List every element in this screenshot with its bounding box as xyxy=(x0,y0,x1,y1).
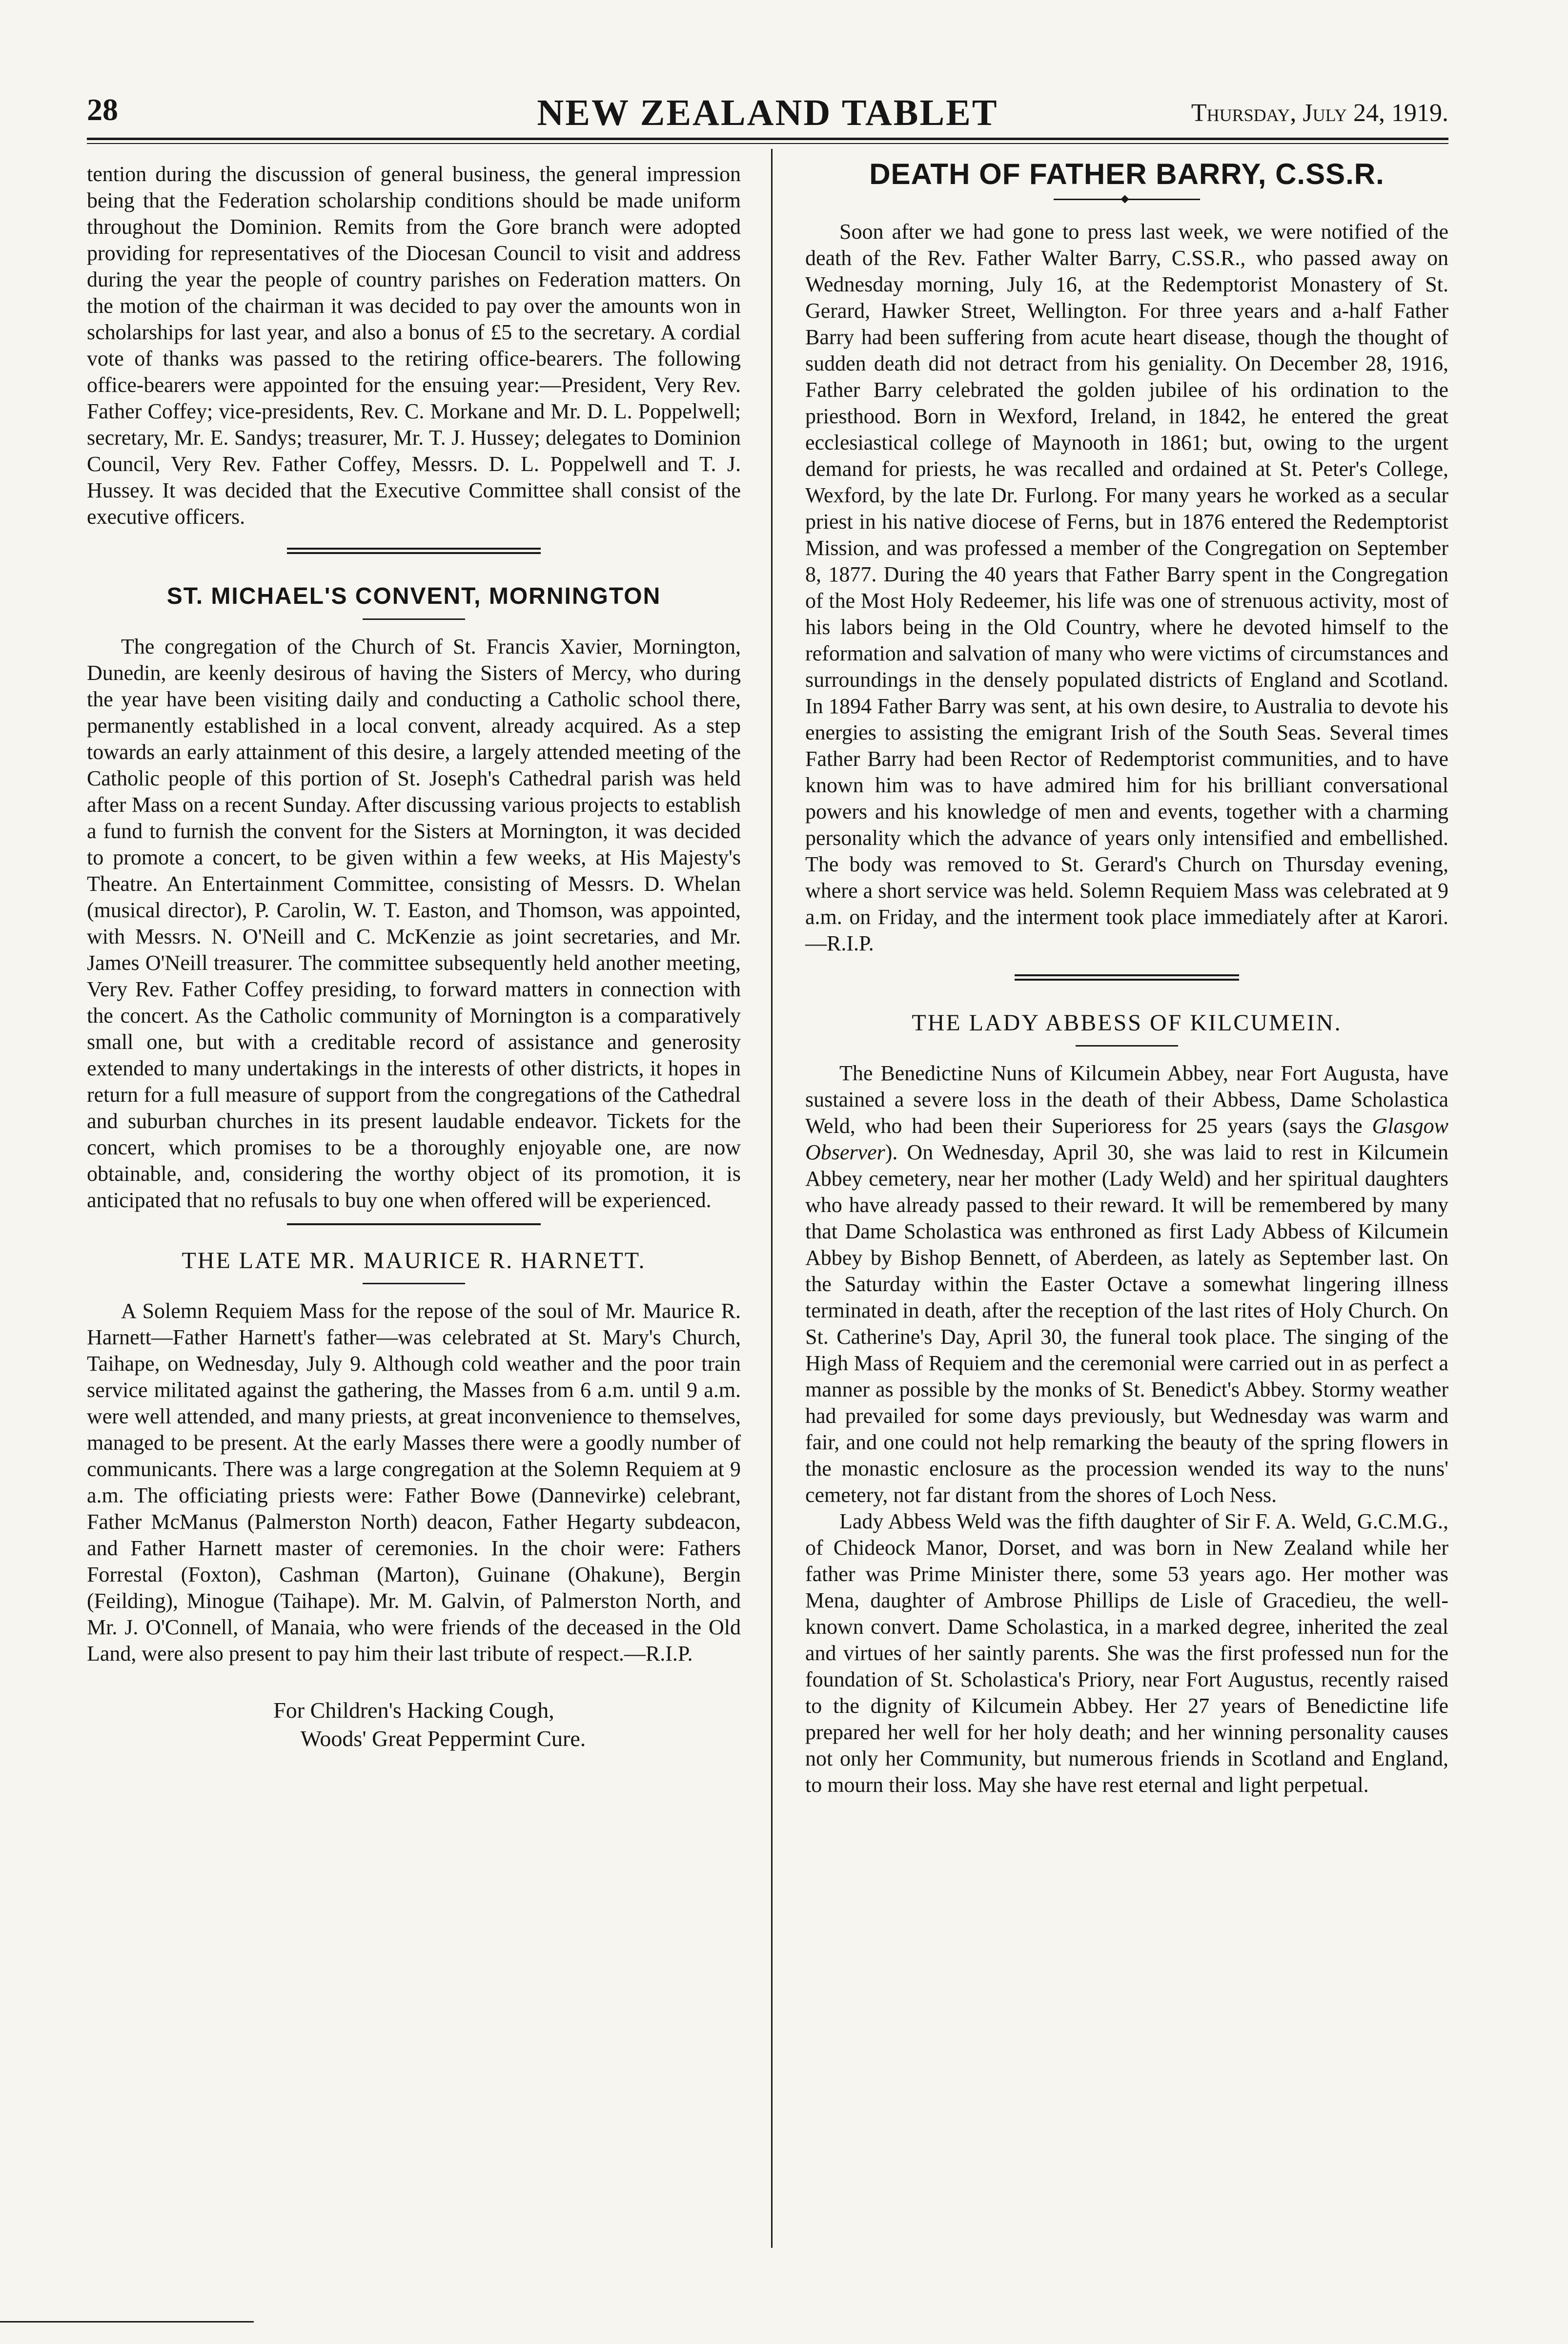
header-rule-bottom xyxy=(87,143,1448,144)
heading-ornament xyxy=(1054,196,1200,202)
harnett-article-text: A Solemn Requiem Mass for the repose of the soul of Mr. Maurice R. Harnett—Father Harnett's father—was celebrated at St. Mary's Church, Taihape, on Wednesday, July 9. Although cold weather and the poor train service militated against the gathering, the Masses from 6 a.m. until 9 a.m. were well attended, and many priests, at great inconvenience to themselves, managed to be present. At the early Masses there were a goodly number of communicants. There was a large congregation at the Solemn Requiem at 9 a.m. The officiating priests were: Father Bowe (Dannevirke) celebrant, Father McManus (Palmerston North) deacon, Father Hegarty subdeacon, and Father Harnett master of ceremonies. In the choir were: Fathers Forrestal (Foxton), Cashman (Marton), Guinane (Ohakune), Bergin (Feilding), Minogue (Taihape). Mr. M. Galvin, of Palmerston North, and Mr. J. O'Connell, of Manaia, who were friends of the deceased in the Old Land, were also present to pay him their last tribute of respect.—R.I.P. xyxy=(87,1299,741,1665)
harnett-heading: THE LATE MR. MAURICE R. HARNETT. xyxy=(182,1248,646,1274)
footer-rule xyxy=(0,2321,254,2323)
column-divider xyxy=(771,149,773,2248)
section-separator xyxy=(287,548,541,554)
page-header xyxy=(87,92,1448,136)
section-separator xyxy=(1015,974,1239,981)
newspaper-name: Glasgow Observer xyxy=(805,1114,1448,1164)
header-rule-top xyxy=(87,138,1448,140)
right-column xyxy=(805,158,1448,1798)
federation-report-text: tention during the discussion of general business, the general impression being that the Federation scholarship conditions should be made uniform throughout the Dominion. Remits from the Gore branch were adopted providing for representatives of the Diocesan Council to visit and address during the year the people of country parishes on Federation matters. On the motion of the chairman it was decided to pay over the amounts won in scholarships for last year, and also a bonus of £5 to the secretary. A cordial vote of thanks was passed to the retiring office-bearers. The following office-bearers were appointed for the ensuing year:—President, Very Rev. Father Coffey; vice-presidents, Rev. C. Morkane and Mr. D. L. Poppelwell; secretary, Mr. E. Sandys; treasurer, Mr. T. J. Hussey; delegates to Dominion Council, Very Rev. Father Coffey, Messrs. D. L. Poppelwell and T. J. Hussey. It was decided that the Executive Committee shall consist of the executive officers. xyxy=(87,162,741,529)
convent-heading: ST. MICHAEL'S CONVENT, MORNINGTON xyxy=(166,583,661,609)
convent-article-text: The congregation of the Church of St. Francis Xavier, Mornington, Dunedin, are keenly desirous of having the Sisters of Mercy, who during the year have been visiting daily and conducting a Catholic school there, permanently established in a local convent, already acquired. As a step towards an early attainment of this desire, a largely attended meeting of the Catholic people of this portion of St. Joseph's Cathedral parish was held after Mass on a recent Sunday. After discussing various projects to establish a fund to furnish the convent for the Sisters at Mornington, it was decided to promote a concert, to be given within a few weeks, at His Majesty's Theatre. An Entertainment Committee, consisting of Messrs. D. Whelan (musical director), P. Carolin, W. T. Easton, and Thomson, was appointed, with Messrs. N. O'Neill and C. McKenzie as joint secretaries, and Mr. James O'Neill treasurer. The committee subsequently held another meeting, Very Rev. Father Coffey presiding, to forward matters in connection with the concert. As the Catholic community of Mornington is a comparatively small one, but with a creditable record of assistance and generosity extended to many undertakings in the interests of other districts, it hopes in return for a full measure of support from the congregations of the Cathedral and suburban churches in its present laudable endeavor. Tickets for the concert, which promises to be a thoroughly enjoyable one, are now obtainable, and, considering the worthy object of its promotion, it is anticipated that no refusals to buy one when offered will be experienced. xyxy=(87,635,741,1212)
barry-heading: DEATH OF FATHER BARRY, C.SS.R. xyxy=(869,158,1385,190)
abbess-heading: THE LADY ABBESS OF KILCUMEIN. xyxy=(912,1010,1342,1036)
heading-underline xyxy=(363,618,465,620)
left-column xyxy=(87,161,741,1753)
abbess-paragraph-2: Lady Abbess Weld was the fifth daughter of Sir F. A. Weld, G.C.M.G., of Chideock Manor, Dorset, and was born in New Zealand while her father was Prime Minister there, some 53 years ago. Her mother was Mena, daughter of Ambrose Phillips de Lisle of Gracedieu, the well-known convert. Dame Scholastica, in a marked degree, inherited the zeal and virtues of her saintly parents. She was the first professed nun for the foundation of St. Scholastica's Priory, near Fort Augustus, recently raised to the dignity of Kilcumein Abbey. Her 27 years of Benedictine life prepared her well for her holy death; and her winning personality causes not only her Community, but numerous friends in Scotland and England, to mourn their loss. May she have rest eternal and light perpetual. xyxy=(805,1509,1448,1797)
heading-underline xyxy=(363,1283,465,1284)
advertisement-line-1: For Children's Hacking Cough, xyxy=(273,1698,554,1723)
section-separator xyxy=(287,1223,541,1225)
heading-underline xyxy=(1076,1045,1178,1047)
barry-article-text: Soon after we had gone to press last week, we were notified of the death of the Rev. Father Walter Barry, C.SS.R., who passed away on Wednesday morning, July 16, at the Redemptorist Monastery of St. Gerard, Hawker Street, Wellington. For three years and a-half Father Barry had been suffering from acute heart disease, though the thought of sudden death did not detract from his geniality. On December 28, 1916, Father Barry celebrated the golden jubilee of his ordination to the priesthood. Born in Wexford, Ireland, in 1842, he entered the great ecclesiastical college of Maynooth in 1861; but, owing to the urgent demand for priests, he was recalled and ordained at St. Peter's College, Wexford, by the late Dr. Furlong. For many years he worked as a secular priest in his native diocese of Ferns, but in 1876 entered the Redemptorist Mission, and was professed a member of the Congregation on September 8, 1877. During the 40 years that Father Barry spent in the Congregation of the Most Holy Redeemer, his life was one of strenuous activity, most of his labors being in the Old Country, where he devoted himself to the reformation and salvation of many who were victims of circumstances and surroundings in the densely populated districts of England and Scotland. In 1894 Father Barry was sent, at his own desire, to Australia to devote his energies to assisting the emigrant Irish of the South Seas. Several times Father Barry had been Rector of Redemptorist communities, and to have known him was to have admired him for his brilliant conversational powers and his knowledge of men and events, together with a charming personality which the advance of years only intensified and embellished. The body was removed to St. Gerard's Church on Thursday evening, where a short service was held. Solemn Requiem Mass was celebrated at 9 a.m. on Friday, and the interment took place immediately after at Karori.—R.I.P. xyxy=(805,220,1448,955)
issue-date: Thursday, July 24, 1919. xyxy=(1191,99,1448,127)
abbess-paragraph-1: The Benedictine Nuns of Kilcumein Abbey, near Fort Augusta, have sustained a severe loss in the death of their Abbess, Dame Scholastica Weld, who had been their Superioress for 25 years (says the Glasgow Observer). On Wednesday, April 30, she was laid to rest in Kilcumein Abbey cemetery, near her mother (Lady Weld) and her spiritual daughters who have already passed to their reward. It will be remembered by many that Dame Scholastica was enthroned as first Lady Abbess of Kilcumein Abbey by Bishop Bennett, of Aberdeen, as lately as September last. On the Saturday within the Easter Octave a somewhat lingering illness terminated in death, after the reception of the last rites of Holy Church. On St. Catherine's Day, April 30, the funeral took place. The singing of the High Mass of Requiem and the ceremonial were carried out in as perfect a manner as possible by the monks of St. Benedict's Abbey. Stormy weather had prevailed for some days previously, but Wednesday was warm and fair, and one could not help remarking the beauty of the spring flowers in the monastic enclosure as the procession wended its way to the nuns' cemetery, not far distant from the shores of Loch Ness. xyxy=(805,1061,1448,1507)
advertisement-line-2: Woods' Great Peppermint Cure. xyxy=(300,1726,586,1751)
advertisement xyxy=(87,1696,741,1753)
page-number: 28 xyxy=(87,92,118,127)
masthead-title: NEW ZEALAND TABLET xyxy=(537,92,998,133)
